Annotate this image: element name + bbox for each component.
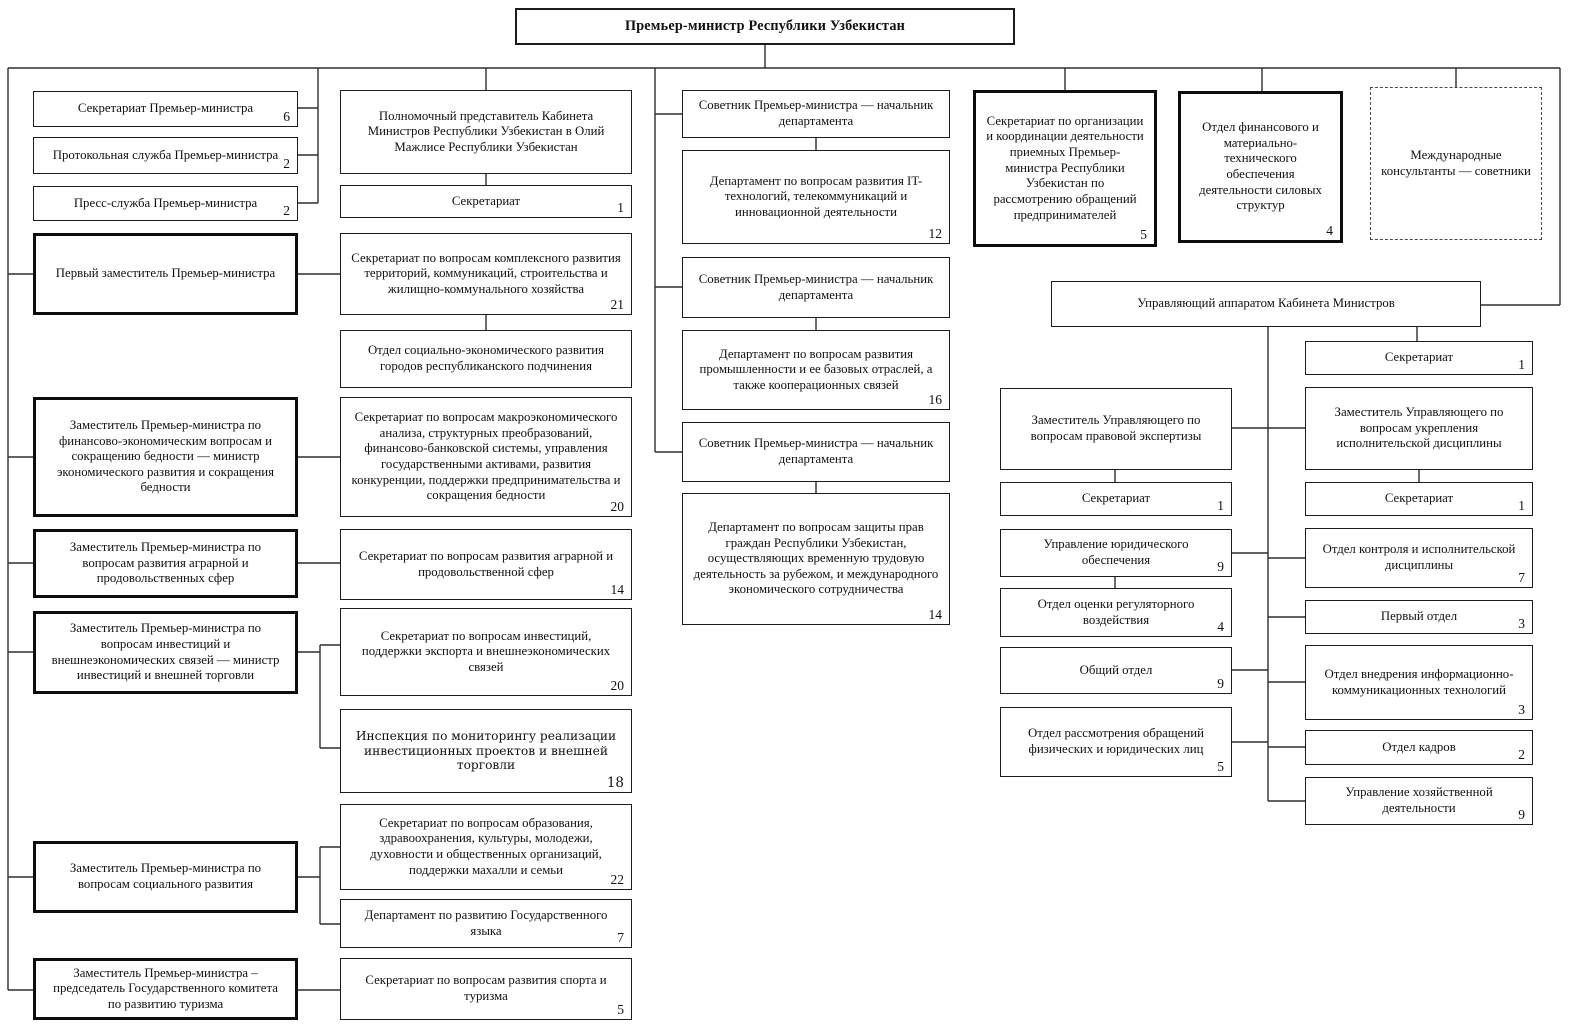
node-count: 18: [606, 775, 624, 792]
node-label: Отдел оценки регуляторного воздействия: [1037, 596, 1195, 627]
node-label: Советник Премьер-министра — начальник департамента: [698, 436, 934, 466]
node-label: Общий отдел: [1079, 662, 1153, 677]
node-label: Советник Премьер-министра — начальник департамента: [698, 98, 934, 128]
node-general-dept: [1000, 647, 1232, 694]
node-label: Секретариат по вопросам макроэкономического анализа, структурных преобразований, финансово-банковской системы, управления государственными активами, развития конкуренции, поддержки предпринимательства и сокращения бедности: [351, 410, 621, 503]
node-count: 5: [1140, 227, 1147, 243]
node-count: 7: [617, 930, 624, 946]
node-count: 14: [928, 607, 942, 623]
node-secretariat-investments: [340, 608, 632, 696]
node-count: 4: [1326, 223, 1333, 239]
node-hr-dept: [1305, 730, 1533, 765]
node-label: Секретариат по организации и координации деятельности приемных Премьер-министра Республики Узбекистан по рассмотрению обращений предпринимателей: [986, 113, 1144, 222]
node-appeals-dept: [1000, 707, 1232, 777]
node-count: 2: [1518, 747, 1525, 763]
node-label: Заместитель Премьер-министра – председатель Государственного комитета по развитию туризма: [53, 965, 278, 1011]
node-secretariat-apparatus: [1305, 341, 1533, 375]
node-legal-support-dept: [1000, 529, 1232, 577]
node-count: 5: [617, 1002, 624, 1018]
node-control-discipline-dept: [1305, 528, 1533, 588]
node-label: Отдел финансового и материально-технического обеспечения деятельности силовых структур: [1199, 120, 1322, 213]
node-count: 20: [610, 499, 624, 515]
node-count: 1: [1518, 498, 1525, 514]
node-dept-security-forces: [1178, 91, 1343, 243]
node-label: Секретариат: [451, 193, 521, 208]
node-deputy-finance: [33, 397, 298, 517]
node-label: Первый отдел: [1380, 609, 1458, 624]
node-regulatory-impact-dept: [1000, 588, 1232, 637]
node-label: Департамент по вопросам развития IT-технологий, телекоммуникаций и инновационной деятельности: [709, 173, 923, 219]
node-count: 6: [283, 109, 290, 125]
node-label: Заместитель Премьер-министра по вопросам инвестиций и внешнеэкономических связей — министр инвестиций и внешней торговли: [51, 621, 280, 683]
node-count: 16: [928, 392, 942, 408]
node-dept-industry: [682, 330, 950, 410]
node-press-service: [33, 186, 298, 221]
node-apparatus-manager: [1051, 281, 1481, 327]
node-label: Департамент по вопросам защиты прав граждан Республики Узбекистан, осуществляющих временную трудовую деятельность за рубежом, и международного экономического сотрудничества: [693, 519, 939, 597]
node-secretariat-agrarian: [340, 529, 632, 600]
node-label: Секретариат Премьер-министра: [77, 101, 254, 116]
node-label: Отдел контроля и исполнительской дисциплины: [1322, 542, 1516, 572]
node-advisor-3: [682, 422, 950, 482]
node-advisor-2: [682, 257, 950, 318]
node-dept-citizens-rights: [682, 493, 950, 625]
node-secretariat-receptions: [973, 90, 1157, 247]
node-deputy-legal-expertise: [1000, 388, 1232, 470]
node-secretariat-territories: [340, 233, 632, 315]
node-secretariat-sport: [340, 958, 632, 1020]
node-count: 1: [1518, 357, 1525, 373]
node-label: Отдел рассмотрения обращений физических и юридических лиц: [1028, 726, 1204, 756]
node-dept-it: [682, 150, 950, 244]
node-count: 22: [610, 872, 624, 888]
node-count: 21: [610, 297, 624, 313]
node-count: 3: [1518, 702, 1525, 718]
node-label: Секретариат по вопросам развития спорта и туризма: [365, 973, 607, 1003]
node-deputy-agrarian: [33, 529, 298, 598]
node-pm-secretariat: [33, 91, 298, 127]
node-secretariat-discipline: [1305, 482, 1533, 516]
node-protocol-service: [33, 137, 298, 174]
node-label: Заместитель Премьер-министра по вопросам развития аграрной и продовольственных сфер: [69, 540, 262, 586]
node-label: Отдел внедрения информационно-коммуникационных технологий: [1324, 666, 1514, 697]
node-international-consultants: [1370, 87, 1542, 240]
node-label: Секретариат по вопросам комплексного развития территорий, коммуникаций, строительства и жилищно-коммунального хозяйства: [351, 250, 621, 296]
node-count: 12: [928, 226, 942, 242]
node-count: 1: [1217, 498, 1224, 514]
node-label: Заместитель Управляющего по вопросам правовой экспертизы: [1030, 413, 1202, 443]
node-economic-activity-dept: [1305, 777, 1533, 825]
node-label: Управление хозяйственной деятельности: [1345, 785, 1493, 815]
node-label: Секретариат: [1384, 491, 1454, 506]
node-inspection-monitoring: [340, 709, 632, 793]
node-count: 2: [283, 156, 290, 172]
node-label: Департамент по развитию Государственного языка: [364, 907, 608, 938]
node-secretariat-macroeconomics: [340, 397, 632, 517]
node-dept-cities: [340, 330, 632, 388]
node-ict-dept: [1305, 645, 1533, 720]
node-count: 9: [1518, 807, 1525, 823]
node-first-deputy: [33, 233, 298, 315]
node-count: 1: [617, 200, 624, 216]
node-label: Департамент по вопросам развития промышленности и ее базовых отраслей, а также кооперационных связей: [699, 346, 933, 392]
node-label: Секретариат: [1081, 491, 1151, 506]
node-label: Отдел кадров: [1382, 739, 1456, 754]
node-deputy-discipline: [1305, 387, 1533, 470]
node-secretariat-education: [340, 804, 632, 890]
node-label: Премьер-министр Республики Узбекистан: [624, 17, 906, 34]
node-count: 20: [610, 678, 624, 694]
node-count: 3: [1518, 616, 1525, 632]
node-label: Протокольная служба Премьер-министра: [52, 147, 279, 162]
node-deputy-tourism: [33, 958, 298, 1020]
node-advisor-1: [682, 90, 950, 138]
node-label: Заместитель Премьер-министра по финансово-экономическим вопросам и сокращению бедности — министр экономического развития и сокращения бедности: [56, 417, 275, 495]
node-count: 2: [283, 203, 290, 219]
node-label: Международные консультанты — советники: [1381, 147, 1531, 178]
node-label: Секретариат по вопросам инвестиций, поддержки экспорта и внешнеэкономических связей: [361, 628, 611, 674]
node-label: Отдел социально-экономического развития городов республиканского подчинения: [367, 343, 605, 373]
node-dept-state-language: [340, 899, 632, 948]
node-first-dept: [1305, 600, 1533, 634]
node-label: Полномочный представитель Кабинета Министров Республики Узбекистан в Олий Мажлисе Республики Узбекистан: [367, 108, 605, 154]
node-label: Секретариат: [1384, 350, 1454, 365]
node-label: Заместитель Премьер-министра по вопросам социального развития: [69, 861, 262, 891]
node-label: Управление юридического обеспечения: [1043, 537, 1189, 567]
node-count: 9: [1217, 559, 1224, 575]
node-deputy-investments: [33, 611, 298, 694]
node-label: Заместитель Управляющего по вопросам укрепления исполнительской дисциплины: [1334, 405, 1504, 451]
node-secretariat-plenipotentiary: [340, 185, 632, 218]
node-label: Секретариат по вопросам образования, здравоохранения, культуры, молодежи, духовности и общественных организаций, поддержки махалли и семьи: [370, 815, 602, 877]
node-label: Советник Премьер-министра — начальник департамента: [698, 271, 934, 302]
node-label: Первый заместитель Премьер-министра: [55, 266, 276, 281]
node-deputy-social: [33, 841, 298, 913]
node-prime-minister: [515, 8, 1015, 45]
node-plenipotentiary: [340, 90, 632, 174]
node-count: 7: [1518, 570, 1525, 586]
node-count: 14: [610, 582, 624, 598]
node-label: Пресс-служба Премьер-министра: [73, 195, 258, 210]
node-secretariat-legal: [1000, 482, 1232, 516]
node-label: Инспекция по мониторингу реализации инвестиционных проектов и внешней торговли: [355, 728, 617, 773]
node-count: 9: [1217, 676, 1224, 692]
node-label: Управляющий аппаратом Кабинета Министров: [1137, 296, 1395, 311]
node-label: Секретариат по вопросам развития аграрной и продовольственной сфер: [358, 548, 614, 579]
node-count: 5: [1217, 759, 1224, 775]
node-count: 4: [1217, 619, 1224, 635]
